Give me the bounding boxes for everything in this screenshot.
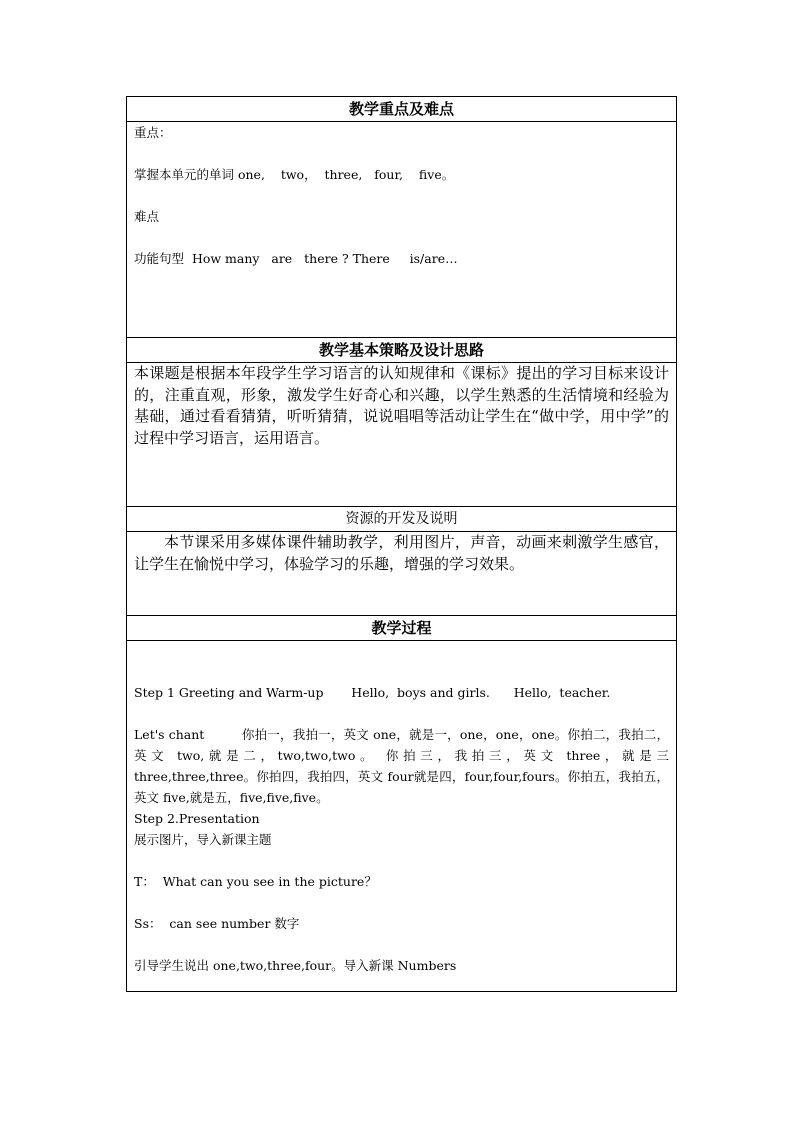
process-header — [127, 616, 677, 641]
process-body — [127, 641, 677, 992]
resources-title: 资源的开发及说明 — [345, 511, 458, 527]
focus-label: 重点： — [134, 125, 172, 140]
key-points-body — [127, 122, 677, 338]
strategy-body — [127, 363, 677, 507]
step2-text: Step 2.Presentation — [134, 811, 260, 826]
resources-header — [127, 507, 677, 532]
resources-body — [127, 532, 677, 616]
key-points-title: 教学重点及难点 — [348, 100, 454, 118]
teacher-question: T： What can you see in the picture？ — [134, 874, 377, 889]
difficulty-text: 功能句型 How many are there ? There is/are… — [134, 251, 458, 266]
process-title: 教学过程 — [371, 619, 432, 637]
step1-text: Step 1 Greeting and Warm-up Hello, boys and girls. Hello, teacher. — [134, 685, 611, 700]
focus-text: 掌握本单元的单词 one, two， three, four, five。 — [134, 167, 455, 182]
strategy-header — [127, 338, 677, 363]
chant-text: Let's chant 你拍一，我拍一，英文 one，就是一，one，one，one。你拍二，我拍二，英文 two,就是二，two,two,two。 你拍三，我拍三，英文 three，就是三 three,three,three。你拍四，我拍四，英文 four就是四，four,four,fours。你拍五，我拍五，英文 five,就是五，five,five,five。 — [134, 727, 673, 805]
resources-text: 本节课采用多媒体课件辅助教学，利用图片，声音，动画来刺激学生感官，让学生在愉悦中学习，体验学习的乐趣，增强的学习效果。 — [134, 533, 669, 573]
lesson-plan-table — [126, 96, 677, 992]
students-answer: Ss： can see number 数字 — [134, 916, 300, 931]
strategy-text: 本课题是根据本年段学生学习语言的认知规律和《课标》提出的学习目标来设计的，注重直观，形象，激发学生好奇心和兴趣，以学生熟悉的生活情境和经验为基础，通过看看猜猜，听听猜猜，说说唱唱等活动让学生在“做中学，用中学”的过程中学习语言，运用语言。 — [134, 364, 669, 447]
guide-text: 引导学生说出 one,two,three,four。导入新课 Numbers — [134, 958, 457, 973]
show-pictures-text: 展示图片，导入新课主题 — [134, 832, 272, 847]
key-points-header — [127, 97, 677, 122]
difficulty-label: 难点 — [134, 209, 160, 224]
strategy-title: 教学基本策略及设计思路 — [318, 341, 484, 359]
